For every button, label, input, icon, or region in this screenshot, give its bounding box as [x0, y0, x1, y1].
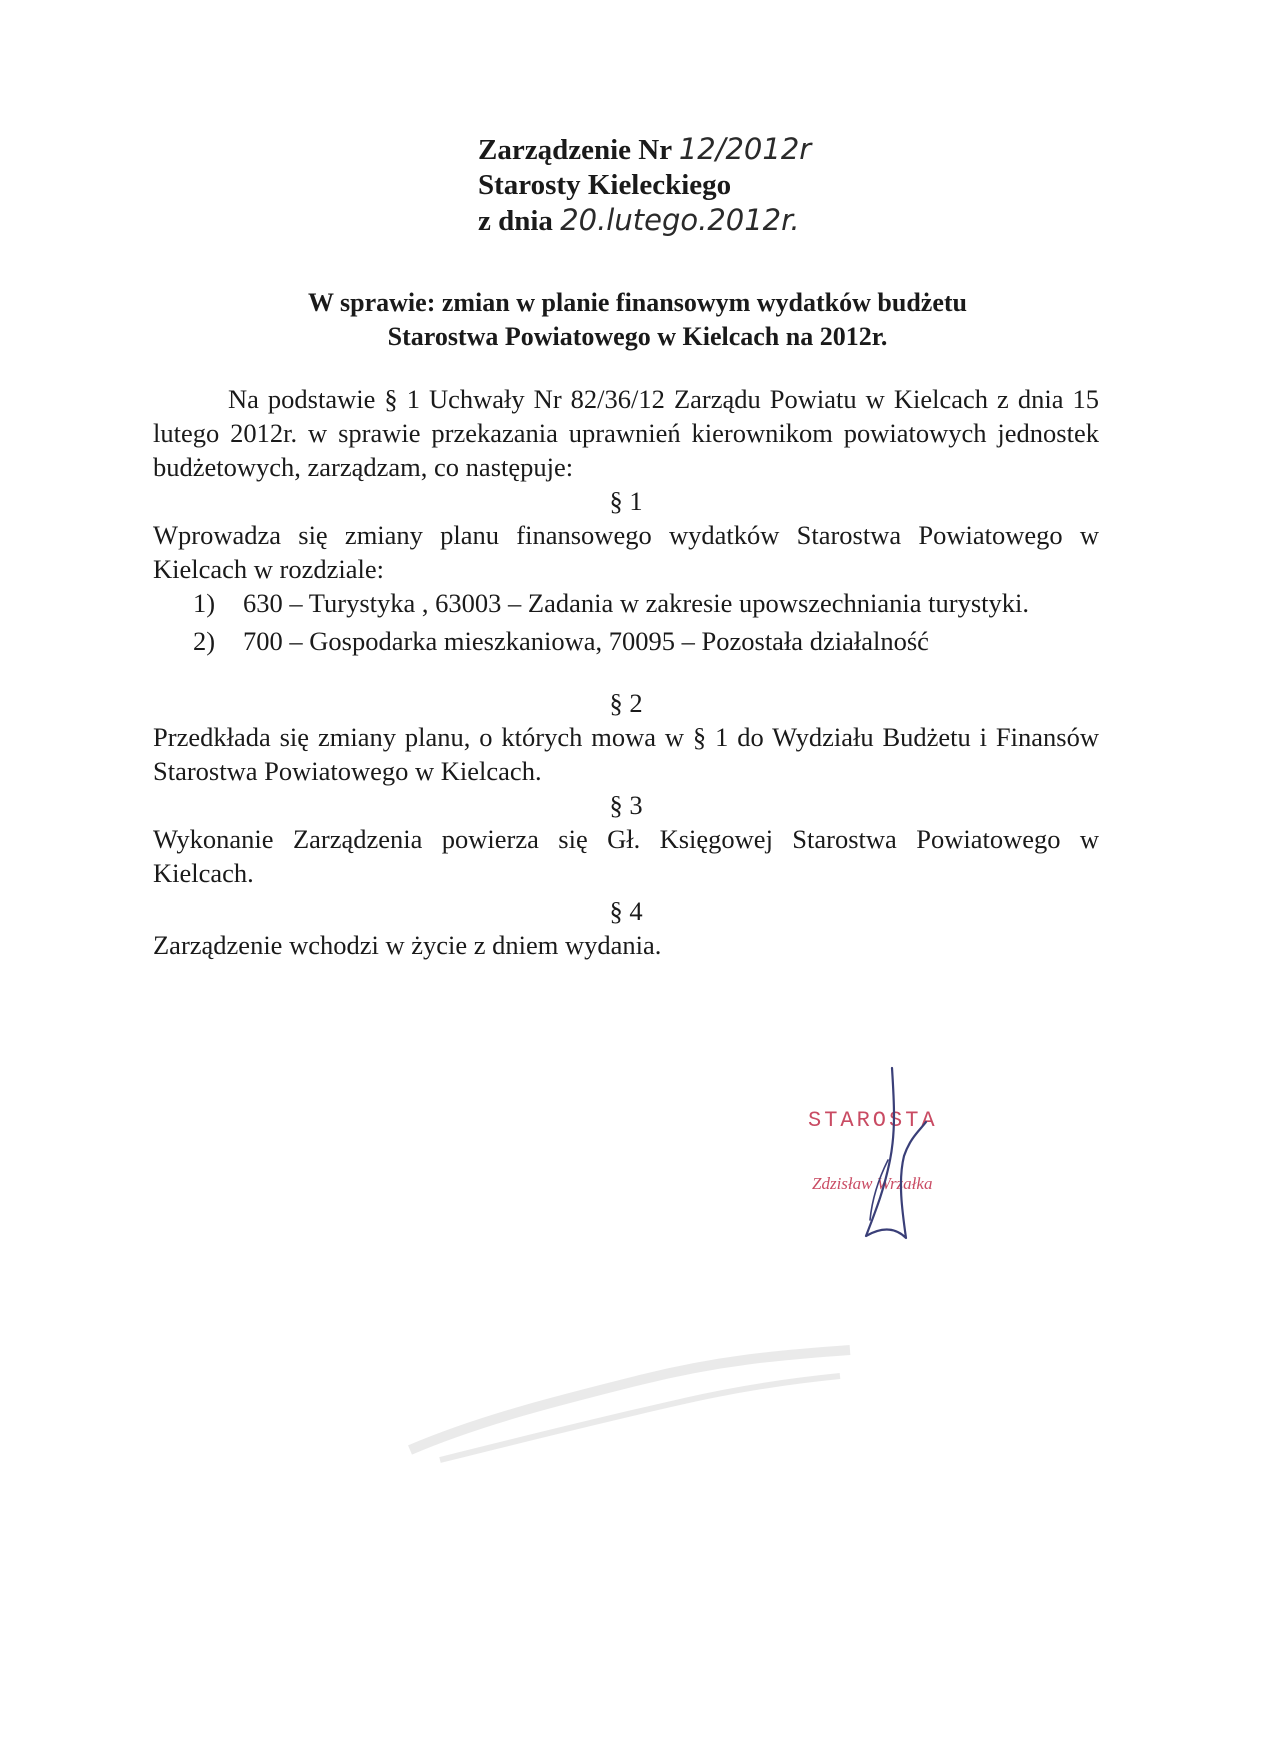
document-body: [153, 382, 1099, 962]
subject-heading: [0, 286, 1275, 354]
section-text-2: Przedkłada się zmiany planu, o których mowa w § 1 do Wydziału Budżetu i Finansów Starostwa Powiatowego w Kielcach.: [153, 722, 1099, 786]
section-mark-4: § 4: [609, 896, 643, 926]
list-item: [153, 586, 1099, 620]
section-text-3: Wykonanie Zarządzenia powierza się Gł. Księgowej Starostwa Powiatowego w Kielcach.: [153, 824, 1099, 888]
section-mark-1: § 1: [609, 486, 643, 516]
list-item-text: 700 – Gospodarka mieszkaniowa, 70095 – Pozostała działalność: [243, 626, 929, 656]
signature-icon: [780, 1060, 1010, 1250]
section-mark-3: § 3: [609, 790, 643, 820]
subject-line-1: W sprawie: zmian w planie finansowym wydatków budżetu: [308, 288, 967, 317]
bleed-through-mark: [400, 1340, 860, 1470]
issuer: Starosty Kieleckiego: [478, 169, 732, 201]
handwritten-number: 12/2012r: [678, 132, 812, 166]
subject-line-2: Starostwa Powiatowego w Kielcach na 2012r.: [387, 322, 888, 351]
section-mark-2: § 2: [609, 688, 643, 718]
official-stamp: [780, 1060, 1010, 1250]
list-item-number: 2): [193, 626, 216, 656]
title-prefix: Zarządzenie Nr: [478, 134, 672, 166]
handwritten-date: 20.lutego.2012r.: [560, 203, 800, 237]
document-header: [478, 132, 811, 239]
list-item-number: 1): [193, 588, 216, 618]
list-item-text: 630 – Turystyka , 63003 – Zadania w zakresie upowszechniania turystyki.: [243, 588, 1030, 618]
section-text-1: Wprowadza się zmiany planu finansowego wydatków Starostwa Powiatowego w Kielcach w rozdziale:: [153, 520, 1099, 584]
title-line: [478, 132, 811, 168]
stamp-name: Zdzisław Wrzałka: [812, 1174, 933, 1193]
list-item: [153, 624, 1099, 658]
stamp-title: STAROSTA: [808, 1108, 938, 1133]
date-prefix: z dnia: [478, 205, 553, 237]
date-line: [478, 203, 811, 239]
section-text-4: Zarządzenie wchodzi w życie z dniem wydania.: [153, 930, 662, 960]
intro-paragraph: Na podstawie § 1 Uchwały Nr 82/36/12 Zarządu Powiatu w Kielcach z dnia 15 lutego 2012r. w sprawie przekazania uprawnień kierownikom powiatowych jednostek budżetowych, zarządzam, co następuje:: [153, 384, 1099, 482]
chapter-list: [153, 586, 1099, 658]
